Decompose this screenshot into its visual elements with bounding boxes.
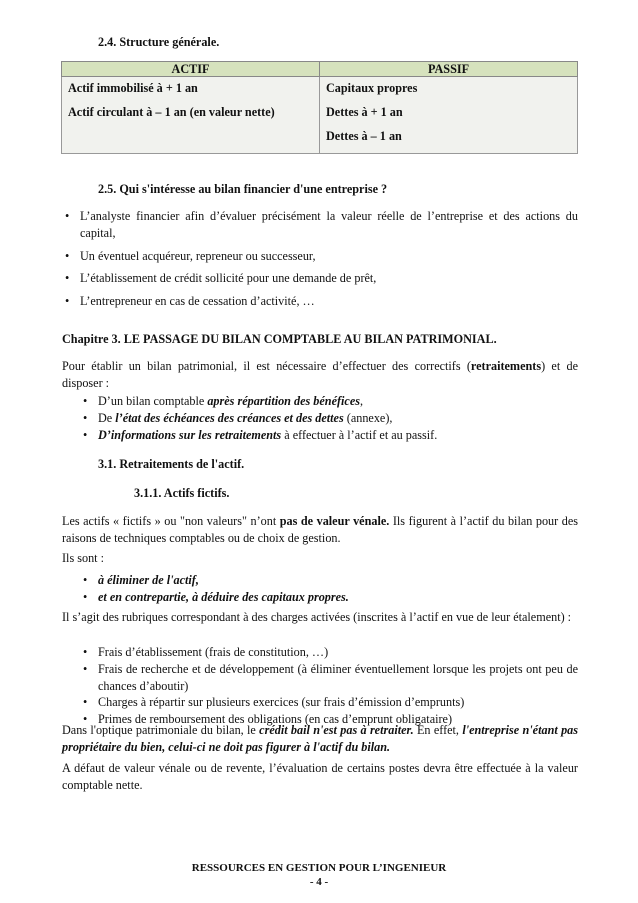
heading-2-4: 2.4. Structure générale. (98, 35, 220, 49)
heading-3-1-1: 3.1.1. Actifs fictifs. (134, 486, 230, 500)
passif-item: Capitaux propres (326, 81, 418, 95)
chapter-3-title: Chapitre 3. LE PASSAGE DU BILAN COMPTABLE AU BILAN PATRIMONIAL. (62, 332, 497, 346)
fictifs-actions-list (80, 572, 578, 606)
list-item: • Charges à répartir sur plusieurs exercices (sur frais d’émission d’emprunts) (83, 695, 465, 710)
passif-cell (320, 77, 578, 154)
bullet-icon: • (65, 209, 70, 223)
bullet-icon: • (65, 294, 70, 309)
bullet-icon: • (83, 695, 88, 710)
chapter-3-intro: Pour établir un bilan patrimonial, il est nécessaire d’effectuer des correctifs (retraitements) et de disposer : (62, 359, 578, 390)
bullet-icon: • (83, 645, 88, 659)
passif-item: Dettes à – 1 an (326, 129, 402, 143)
list-item: • à éliminer de l'actif, (83, 573, 199, 587)
bullet-icon: • (83, 573, 88, 587)
list-item: • D’un bilan comptable après répartition des bénéfices, (83, 394, 364, 408)
bullet-icon: • (83, 410, 88, 425)
list-item: • De l’état des échéances des créances et des dettes (annexe), (83, 410, 393, 425)
fictifs-paragraph-2: Il s’agit des rubriques correspondant à des charges activées (inscrites à l’actif en vue de leur étalement) : (62, 610, 572, 624)
list-item: • Primes de remboursement des obligations (en cas d’emprunt obligataire) (83, 712, 453, 727)
bullet-icon: • (83, 661, 88, 676)
list-item: • L’établissement de crédit sollicité pour une demande de prêt, (65, 271, 377, 286)
list-item: • L’analyste financier afin d’évaluer précisément la valeur réelle de l’entreprise et des actions du capital, (65, 209, 578, 240)
fictifs-sont: Ils sont : (62, 551, 104, 565)
list-item: • L’entrepreneur en cas de cessation d’activité, … (65, 294, 315, 309)
actif-cell (62, 77, 320, 154)
interested-list (62, 208, 578, 310)
list-item: • Frais d’établissement (frais de constitution, …) (83, 645, 329, 659)
rubriques-list (80, 644, 578, 728)
bullet-icon: • (83, 589, 88, 604)
bullet-icon: • (65, 248, 70, 263)
passif-header: PASSIF (320, 62, 578, 77)
heading-2-5: 2.5. Qui s'intéresse au bilan financier d'une entreprise ? (98, 182, 388, 196)
heading-3-1: 3.1. Retraitements de l'actif. (98, 457, 245, 471)
needs-list (80, 393, 578, 443)
actif-item: Actif circulant à – 1 an (en valeur nette) (68, 105, 275, 119)
bullet-icon: • (83, 712, 88, 727)
bullet-icon: • (83, 394, 88, 408)
list-item: • et en contrepartie, à déduire des capitaux propres. (83, 589, 349, 604)
footer-title: RESSOURCES EN GESTION POUR L’INGENIEUR (191, 862, 447, 874)
bullet-icon: • (83, 427, 88, 442)
bilan-structure-table (61, 61, 578, 154)
list-item: • Un éventuel acquéreur, repreneur ou successeur, (65, 248, 316, 263)
fictifs-paragraph-4: A défaut de valeur vénale ou de revente, l’évaluation de certains postes devra être effectuée à la valeur comptable nette. (62, 761, 578, 792)
actif-item: Actif immobilisé à + 1 an (68, 81, 198, 95)
page-number: - 4 - (309, 876, 329, 888)
list-item: • D’informations sur les retraitements à effectuer à l’actif et au passif. (83, 427, 438, 442)
fictifs-paragraph-3: Dans l'optique patrimoniale du bilan, le crédit bail n'est pas à retraiter. En effet, l'entreprise n'étant pas propriétaire du bien, celui-ci ne doit pas figurer à l'actif du bilan. (62, 723, 578, 754)
actif-header: ACTIF (62, 62, 320, 77)
bullet-icon: • (65, 271, 70, 286)
fictifs-paragraph-1: Les actifs « fictifs » ou "non valeurs" n’ont pas de valeur vénale. Ils figurent à l’actif du bilan pour des raisons de techniques comptables ou de choix de gestion. (62, 514, 578, 545)
passif-item: Dettes à + 1 an (326, 105, 403, 119)
list-item: • Frais de recherche et de développement (à éliminer éventuellement lorsque les projets ont peu de chances d’aboutir) (83, 661, 578, 693)
